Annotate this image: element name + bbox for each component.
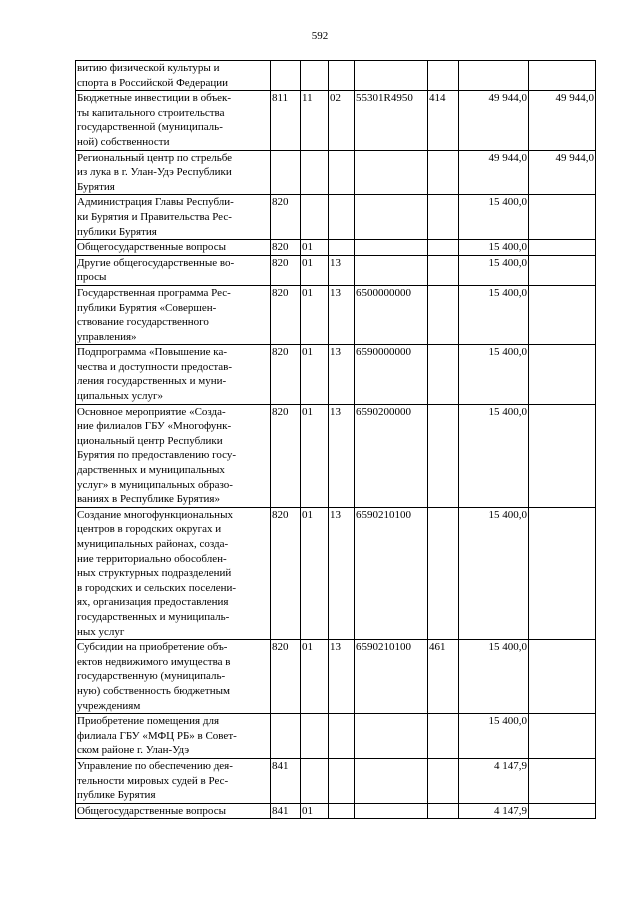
section-code-cell: 01 xyxy=(301,240,329,256)
amount-second-cell xyxy=(529,345,596,404)
table-row xyxy=(76,714,596,759)
section-code-cell: 01 xyxy=(301,803,329,819)
expense-type-code-cell xyxy=(428,150,459,195)
amount-second-cell xyxy=(529,255,596,285)
amount-second-cell xyxy=(529,714,596,759)
subsection-code-cell xyxy=(329,714,355,759)
row-name-cell: Субсидии на приобретение объ- ектов недвижимого имущества в государственную (муниципаль- ную) собственность бюджетным учреждениям xyxy=(76,640,271,714)
amount-second-cell xyxy=(529,240,596,256)
department-code-cell: 811 xyxy=(271,91,301,150)
amount-cell: 15 400,0 xyxy=(459,714,529,759)
section-code-cell xyxy=(301,195,329,240)
expense-type-code-cell xyxy=(428,240,459,256)
expense-type-code-cell xyxy=(428,255,459,285)
expense-type-code-cell xyxy=(428,345,459,404)
amount-cell: 4 147,9 xyxy=(459,758,529,803)
amount-cell: 15 400,0 xyxy=(459,640,529,714)
department-code-cell: 820 xyxy=(271,345,301,404)
amount-cell xyxy=(459,61,529,91)
expense-type-code-cell xyxy=(428,758,459,803)
section-code-cell: 01 xyxy=(301,345,329,404)
target-article-code-cell: 6500000000 xyxy=(355,285,428,344)
target-article-code-cell: 6590210100 xyxy=(355,507,428,639)
expense-type-code-cell xyxy=(428,507,459,639)
page-number: 592 xyxy=(311,30,329,42)
amount-second-cell xyxy=(529,404,596,507)
amount-cell: 49 944,0 xyxy=(459,150,529,195)
row-name-cell: Общегосударственные вопросы xyxy=(76,240,271,256)
expense-type-code-cell xyxy=(428,195,459,240)
section-code-cell xyxy=(301,150,329,195)
amount-cell: 15 400,0 xyxy=(459,507,529,639)
expense-type-code-cell xyxy=(428,285,459,344)
subsection-code-cell: 13 xyxy=(329,255,355,285)
amount-cell: 4 147,9 xyxy=(459,803,529,819)
table-row xyxy=(76,803,596,819)
department-code-cell xyxy=(271,61,301,91)
department-code-cell: 841 xyxy=(271,758,301,803)
target-article-code-cell xyxy=(355,150,428,195)
subsection-code-cell xyxy=(329,240,355,256)
row-name-cell: Подпрограмма «Повышение ка- чества и доступности предостав- ления государственных и муни- ципальных услуг» xyxy=(76,345,271,404)
subsection-code-cell: 13 xyxy=(329,404,355,507)
department-code-cell: 820 xyxy=(271,255,301,285)
expense-type-code-cell: 414 xyxy=(428,91,459,150)
target-article-code-cell: 6590000000 xyxy=(355,345,428,404)
section-code-cell: 01 xyxy=(301,285,329,344)
table-row xyxy=(76,255,596,285)
amount-second-cell xyxy=(529,803,596,819)
row-name-cell: витию физической культуры и спорта в Российской Федерации xyxy=(76,61,271,91)
amount-cell: 49 944,0 xyxy=(459,91,529,150)
table-row xyxy=(76,345,596,404)
department-code-cell: 820 xyxy=(271,240,301,256)
table-row xyxy=(76,240,596,256)
subsection-code-cell: 13 xyxy=(329,345,355,404)
section-code-cell xyxy=(301,758,329,803)
expense-type-code-cell xyxy=(428,61,459,91)
table-row xyxy=(76,91,596,150)
target-article-code-cell xyxy=(355,803,428,819)
department-code-cell: 820 xyxy=(271,404,301,507)
row-name-cell: Основное мероприятие «Созда- ние филиалов ГБУ «Многофунк- циональный центр Республики Бурятия по предоставлению госу- дарственных и муниципальных услуг» в муниципальных образо- ваниях в Республике Бурятия» xyxy=(76,404,271,507)
subsection-code-cell xyxy=(329,61,355,91)
amount-second-cell xyxy=(529,61,596,91)
section-code-cell: 01 xyxy=(301,404,329,507)
target-article-code-cell xyxy=(355,61,428,91)
amount-second-cell xyxy=(529,640,596,714)
subsection-code-cell xyxy=(329,803,355,819)
section-code-cell xyxy=(301,714,329,759)
table-row xyxy=(76,61,596,91)
row-name-cell: Общегосударственные вопросы xyxy=(76,803,271,819)
table-row xyxy=(76,150,596,195)
expense-type-code-cell xyxy=(428,714,459,759)
subsection-code-cell: 13 xyxy=(329,285,355,344)
target-article-code-cell: 6590210100 xyxy=(355,640,428,714)
row-name-cell: Государственная программа Рес- публики Бурятия «Совершен- ствование государственного управления» xyxy=(76,285,271,344)
section-code-cell: 11 xyxy=(301,91,329,150)
table-row xyxy=(76,285,596,344)
expense-type-code-cell: 461 xyxy=(428,640,459,714)
row-name-cell: Приобретение помещения для филиала ГБУ «МФЦ РБ» в Совет- ском районе г. Улан-Удэ xyxy=(76,714,271,759)
row-name-cell: Создание многофункциональных центров в городских округах и муниципальных районах, созда- ние территориально обособлен- ных структурных подразделений в городских и сельских поселени- ях, организация предоставления государственных и муниципаль- ных услуг xyxy=(76,507,271,639)
table-row xyxy=(76,640,596,714)
table-row xyxy=(76,195,596,240)
section-code-cell: 01 xyxy=(301,640,329,714)
amount-cell: 15 400,0 xyxy=(459,285,529,344)
target-article-code-cell: 6590200000 xyxy=(355,404,428,507)
department-code-cell: 841 xyxy=(271,803,301,819)
amount-second-cell xyxy=(529,507,596,639)
target-article-code-cell xyxy=(355,758,428,803)
amount-cell: 15 400,0 xyxy=(459,195,529,240)
budget-table xyxy=(75,60,596,819)
amount-cell: 15 400,0 xyxy=(459,345,529,404)
row-name-cell: Другие общегосударственные во- просы xyxy=(76,255,271,285)
department-code-cell xyxy=(271,714,301,759)
table-row xyxy=(76,758,596,803)
row-name-cell: Администрация Главы Республи- ки Бурятия и Правительства Рес- публики Бурятия xyxy=(76,195,271,240)
target-article-code-cell: 55301R4950 xyxy=(355,91,428,150)
department-code-cell: 820 xyxy=(271,507,301,639)
target-article-code-cell xyxy=(355,195,428,240)
table-row xyxy=(76,404,596,507)
amount-cell: 15 400,0 xyxy=(459,240,529,256)
amount-cell: 15 400,0 xyxy=(459,404,529,507)
amount-second-cell xyxy=(529,285,596,344)
subsection-code-cell: 13 xyxy=(329,507,355,639)
amount-second-cell xyxy=(529,758,596,803)
subsection-code-cell: 13 xyxy=(329,640,355,714)
row-name-cell: Бюджетные инвестиции в объек- ты капитального строительства государственной (муниципаль- ной) собственности xyxy=(76,91,271,150)
target-article-code-cell xyxy=(355,255,428,285)
table-body xyxy=(76,61,596,819)
subsection-code-cell xyxy=(329,150,355,195)
table-row xyxy=(76,507,596,639)
subsection-code-cell: 02 xyxy=(329,91,355,150)
department-code-cell: 820 xyxy=(271,285,301,344)
row-name-cell: Региональный центр по стрельбе из лука в г. Улан-Удэ Республики Бурятия xyxy=(76,150,271,195)
section-code-cell: 01 xyxy=(301,507,329,639)
department-code-cell xyxy=(271,150,301,195)
amount-second-cell: 49 944,0 xyxy=(529,91,596,150)
target-article-code-cell xyxy=(355,240,428,256)
amount-second-cell xyxy=(529,195,596,240)
subsection-code-cell xyxy=(329,195,355,240)
department-code-cell: 820 xyxy=(271,195,301,240)
section-code-cell xyxy=(301,61,329,91)
target-article-code-cell xyxy=(355,714,428,759)
row-name-cell: Управление по обеспечению дея- тельности мировых судей в Рес- публике Бурятия xyxy=(76,758,271,803)
department-code-cell: 820 xyxy=(271,640,301,714)
expense-type-code-cell xyxy=(428,404,459,507)
subsection-code-cell xyxy=(329,758,355,803)
section-code-cell: 01 xyxy=(301,255,329,285)
amount-second-cell: 49 944,0 xyxy=(529,150,596,195)
expense-type-code-cell xyxy=(428,803,459,819)
amount-cell: 15 400,0 xyxy=(459,255,529,285)
